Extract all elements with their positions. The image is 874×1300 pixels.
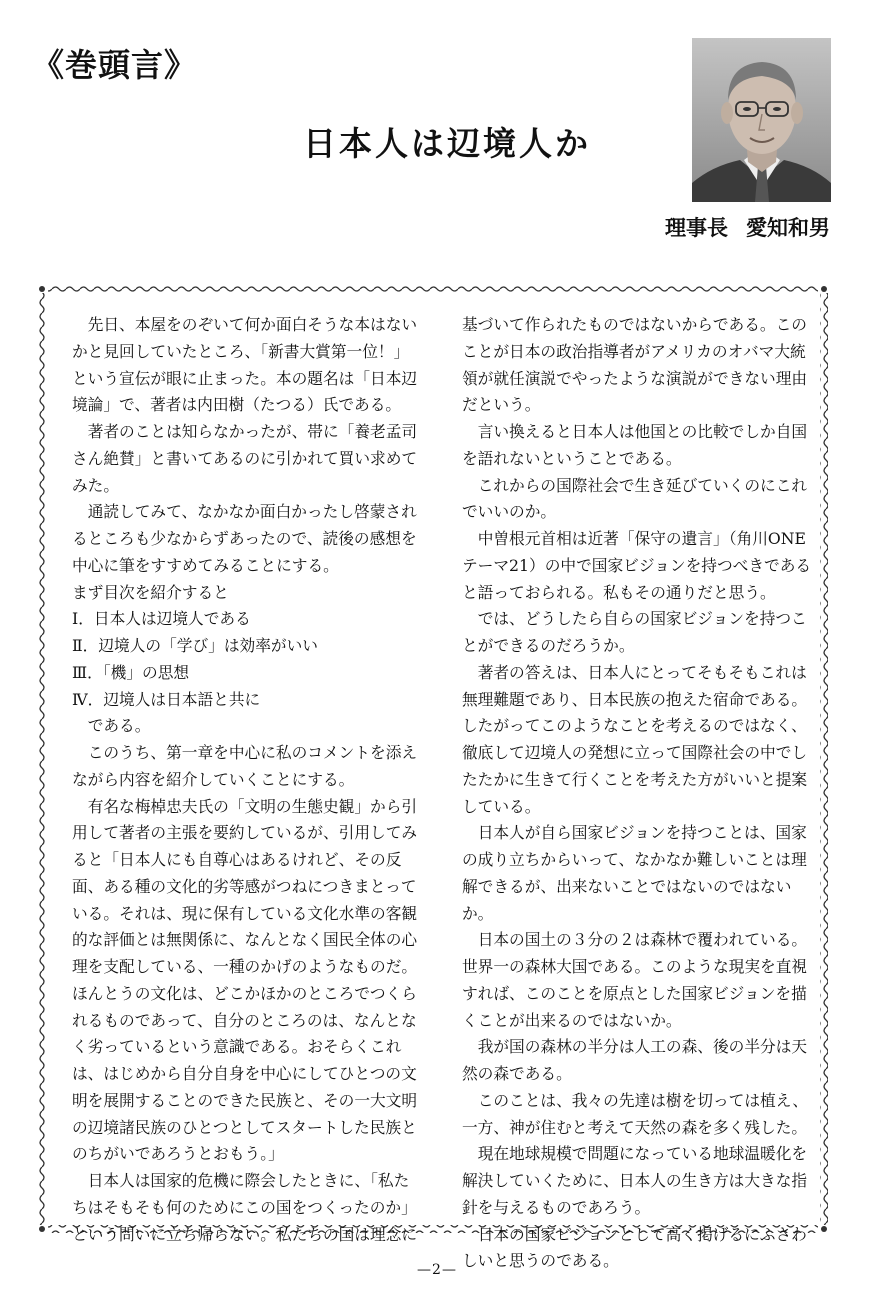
author-photo — [692, 38, 831, 202]
paragraph: 日本の国家ビジョンとして高く掲げるにふさわしいと思うのである。 — [462, 1224, 807, 1271]
paragraph: である。 — [87, 716, 151, 736]
paragraph: では、どうしたら自らの国家ビジョンを持つことができるのだろうか。 — [462, 609, 807, 655]
toc-item: Ⅱ．辺境人の「学び」は効率がいい — [72, 636, 318, 655]
paragraph: 著者のことは知らなかったが、帯に「養老孟司さん絶賛」と書いてあるのに引かれて買い求めてみた。 — [72, 422, 418, 495]
paragraph: 日本人が自ら国家ビジョンを持つことは、国家の成り立ちからいって、なかなか難しいことは理解できるが、出来ないことではないのではないか。 — [462, 823, 807, 923]
portrait-image — [692, 38, 831, 202]
paragraph: 我が国の森林の半分は人工の森、後の半分は天然の森である。 — [462, 1037, 808, 1083]
toc-item: Ⅲ．「機」の思想 — [72, 662, 190, 682]
author-role: 理事長 — [665, 216, 728, 240]
author-line — [665, 212, 830, 242]
paragraph: 現在地球規模で問題になっている地球温暖化を解決していくために、日本人の生き方は大きな指針を与えるものであろう。 — [462, 1144, 808, 1217]
paragraph: 先日、本屋をのぞいて何か面白そうな本はないかと見回していたところ、「新書大賞第一位！」という宣伝が眼に止まった。本の題名は「日本辺境論」で、著者は内田樹（たつる）氏である。 — [72, 315, 418, 415]
paragraph: 日本人は国家的危機に際会したときに、「私たちはそもそも何のためにこの国をつくったのか」という問いに立ち帰らない。私たちの国は理念に — [72, 1171, 418, 1244]
paragraph: まず目次を紹介すると — [72, 582, 229, 602]
column-right — [462, 312, 812, 1275]
paragraph: このうち、第一章を中心に私のコメントを添えながら内容を紹介していくことにする。 — [72, 743, 418, 789]
paragraph: 中曽根元首相は近著「保守の遺言」（角川ONEテーマ21）の中で国家ビジョンを持つべきであると語っておられる。私もその通りだと思う。 — [462, 529, 812, 602]
toc-item: Ⅰ．日本人は辺境人である — [72, 609, 251, 629]
paragraph: 通読してみて、なかなか面白かったし啓蒙されるところも少なからずあったので、読後の感想を中心に筆をすすめてみることにする。 — [72, 502, 417, 575]
article-title-text: 日本人は辺境人か — [303, 124, 591, 163]
paragraph: 著者の答えは、日本人にとってそもそもこれは無理難題であり、日本民族の抱えた宿命である。したがってこのようなことを考えるのではなく、徹底して辺境人の発想に立って国際社会の中でしたたかに生きて行くことを考えた方がいいと提案している。 — [462, 662, 808, 816]
section-label: 《巻頭言》 — [32, 46, 198, 84]
toc-item: Ⅳ．辺境人は日本語と共に — [72, 689, 261, 709]
paragraph: 言い換えると日本人は他国との比較でしか自国を語れないということである。 — [462, 422, 808, 468]
paragraph: 日本の国土の３分の２は森林で覆われている。世界一の森林大国である。このような現実を直視すれば、このことを原点とした国家ビジョンを描くことが出来るのではないか。 — [462, 930, 808, 1030]
paragraph: 基づいて作られたものではないからである。このことが日本の政治指導者がアメリカのオバマ大統領が就任演説でやったような演説ができない理由だという。 — [462, 315, 808, 415]
column-left — [72, 312, 424, 1248]
paragraph: このことは、我々の先達は樹を切っては植え、一方、神が住むと考えて天然の森を多く残した。 — [462, 1090, 809, 1137]
paragraph: これからの国際社会で生き延びていくのにこれでいいのか。 — [462, 475, 808, 522]
author-name: 愛知和男 — [746, 216, 830, 240]
paragraph: 有名な梅棹忠夫氏の「文明の生態史観」から引用して著者の主張を要約しているが、引用してみると「日本人にも自尊心はあるけれど、その反面、ある種の文化的劣等感がつねにつきまとっている。それは、現に保有している文化水準の客観的な評価とは無関係に、なんとなく国民全体の心理を支配している、一種のかげのようなものだ。ほんとうの文化は、どこかほかのところでつくられるものであって、自分のところのは、なんとなく劣っているという意識である。おそらくこれは、はじめから自分自身を中心にしてひとつの文明を展開することのできた民族と、その一大文明の辺境諸民族のひとつとしてスタートした民族とのちがいであろうとおもう。」 — [72, 796, 418, 1164]
page-number: —2— — [417, 1262, 457, 1278]
